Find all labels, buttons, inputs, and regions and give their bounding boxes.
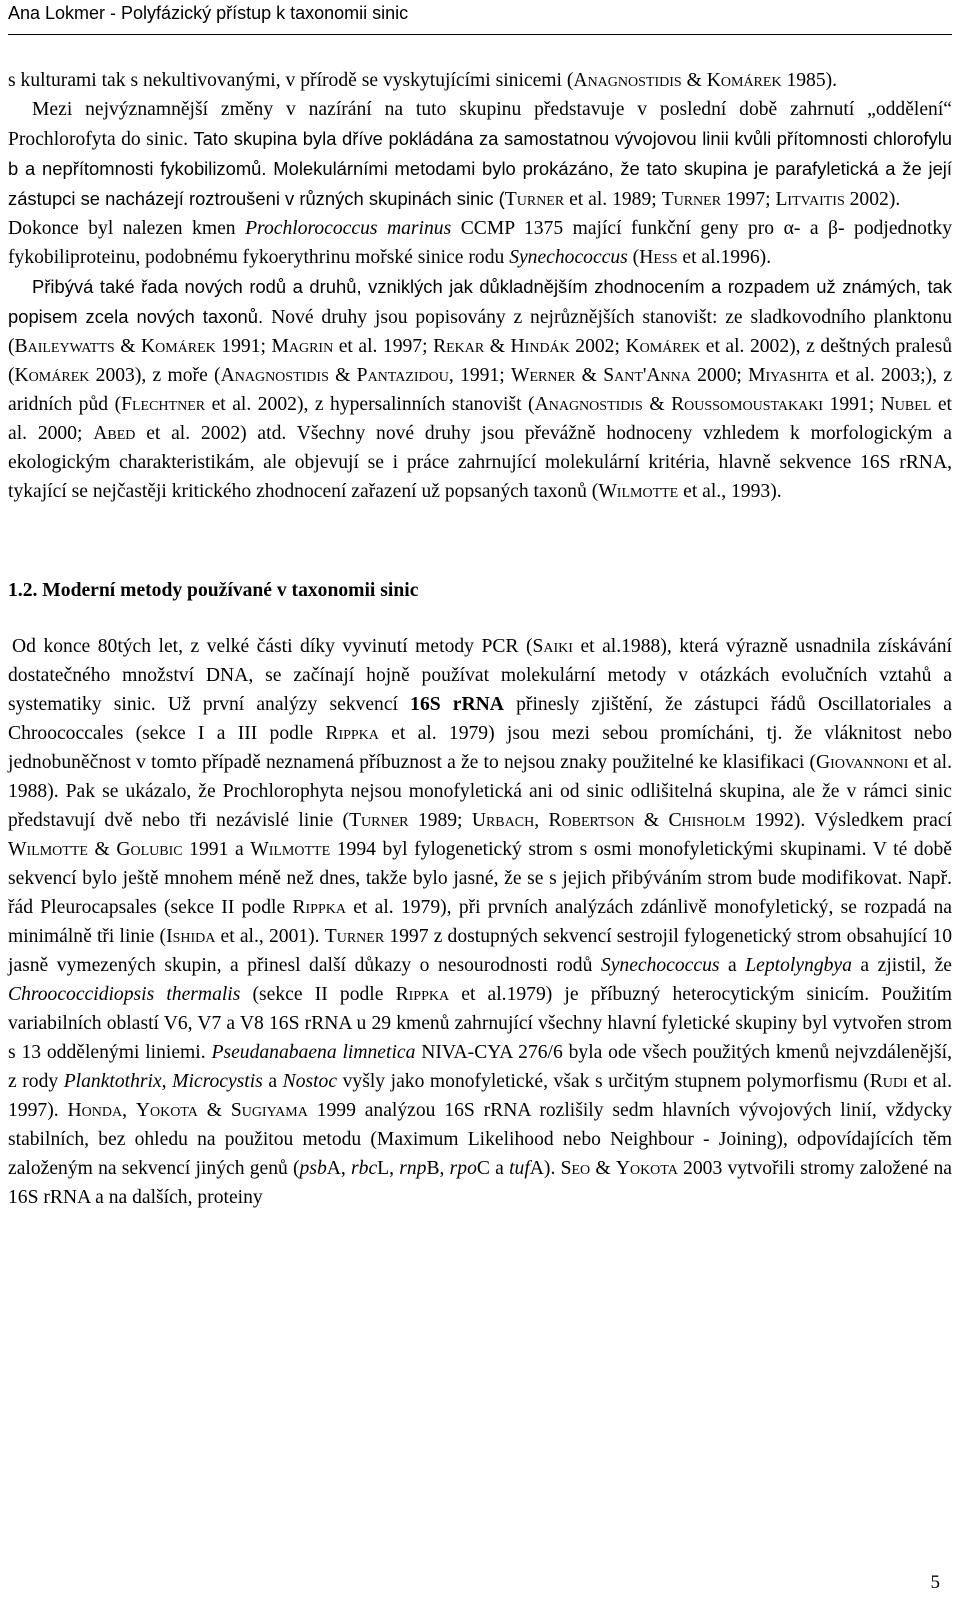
spacer: [8, 506, 952, 576]
paragraph-prochlorococcus: Dokonce byl nalezen kmen Prochlorococcus marinus CCMP 1375 mající funkční geny pro α- a β- podjednotky fykobiliproteinu, podobnému fykoerythrinu mořské sinice rodu Synechococcus (Hess et al.1996).: [8, 218, 952, 268]
running-title: Ana Lokmer - Polyfázický přístup k taxonomii sinic: [8, 3, 409, 23]
paragraph-new-taxa: Přibývá také řada nových rodů a druhů, vzniklých jak důkladnějším zhodnocením a rozpadem už známých, tak popisem zcela nových taxonů. Nové druhy jsou popisovány z nejrůznějších stanovišt: ze sladkovodního planktonu (Baileywatts & Komárek 1991; Magrin et al. 1997; Rekar & Hindák 2002; Komárek et al. 2002), z deštných pralesů (Komárek 2003), z moře (Anagnostidis & Pantazidou, 1991; Werner & Sant'Anna 2000; Miyashita et al. 2003;), z aridních půd (Flechtner et al. 2002), z hypersalinních stanovišt (Anagnostidis & Roussomoustakaki 1991; Nubel et al. 2000; Abed et al. 2002) atd. Všechny nové druhy jsou převážně hodnoceny vzhledem k morfologickým a ekologickým charakteristikám, ale objevují se i práce zahrnující molekulární kritéria, hlavně sekvence 16S rRNA, tykající se nejčastěji kritického zhodnocení zařazení už popsaných taxonů (Wilmotte et al., 1993).: [8, 276, 953, 502]
section-number: 1.2.: [8, 580, 38, 601]
running-header: [8, 0, 952, 30]
paragraph-prochlorophyta: Mezi nejvýznamnější změny v nazírání na tuto skupinu představuje v poslední době zahrnutí „oddělení“ Prochlorofyta do sinic. Tato skupina byla dříve pokládána za samostatnou vývojovou linii kvůli přítomnosti chlorofylu b a nepřítomnosti fykobilizomů. Molekulárními metodami bylo prokázáno, že tato skupina je parafyletická a že její zástupci se nacházejí roztroušeni v různých skupinách sinic (Turner et al. 1989; Turner 1997; Litvaitis 2002).: [8, 99, 953, 210]
section-heading: [8, 576, 952, 605]
header-rule: [8, 34, 952, 35]
spacer: [8, 605, 952, 632]
page-number: 5: [930, 1572, 940, 1593]
section-title: Moderní metody používané v taxonomii sinic: [42, 580, 419, 601]
paragraph-continuation: s kulturami tak s nekultivovanými, v přírodě se vyskytujícími sinicemi (Anagnostidis & Komárek 1985).: [8, 70, 838, 91]
page-body: [8, 66, 952, 1212]
paragraph-molecular-methods: Od konce 80tých let, z velké části díky vyvinutí metody PCR (Saiki et al.1988), která výrazně usnadnila získávání dostatečného množství DNA, se začínají hojně používat molekulární metody v otázkách evolučních vztahů a systematiky sinic. Už první analýzy sekvencí 16S rRNA přinesly zjištění, že zástupci řádů Oscillatoriales a Chroococcales (sekce I a III podle Rippka et al. 1979) jsou mezi sebou promícháni, tj. že vláknitost nebo jednobuněčnost v tomto případě neznamená příbuznost a že to nejsou znaky použitelné ke klasifikaci (Giovannoni et al. 1988). Pak se ukázalo, že Prochlorophyta nejsou monofyletická ani od sinic odlišitelná skupina, ale že v rámci sinic představují dvě nebo tři nezávislé linie (Turner 1989; Urbach, Robertson & Chisholm 1992). Výsledkem prací Wilmotte & Golubic 1991 a Wilmotte 1994 byl fylogenetický strom s osmi monofyletickými skupinami. V té době sekvencí bylo ještě mnohem méně než dnes, takže bylo jasné, že se s jejich přibýváním strom bude modifikovat. Např. řád Pleurocapsales (sekce II podle Rippka et al. 1979), při prvních analýzách zdánlivě monofyletický, se rozpadá na minimálně tři linie (Ishida et al., 2001). Turner 1997 z dostupných sekvencí sestrojil fylogenetický strom obsahující 10 jasně vymezených skupin, a přinesl další důkazy o nesourodnosti rodů Synechococcus a Leptolyngbya a zjistil, že Chroococcidiopsis thermalis (sekce II podle Rippka et al.1979) je příbuzný heterocytickým sinicím. Použitím variabilních oblastí V6, V7 a V8 16S rRNA u 29 kmenů zahrnující všechny hlavní fyletické skupiny byl vytvořen strom s 13 oddělenými liniemi. Pseudanabaena limnetica NIVA-CYA 276/6 byla ode všech použitých kmenů nejvzdálenější, z rody Planktothrix, Microcystis a Nostoc vyšly jako monofyletické, však s určitým stupnem polymorfismu (Rudi et al. 1997). Honda, Yokota & Sugiyama 1999 analýzou 16S rRNA rozlišily sedm hlavních vývojových linií, vždycky stabilních, bez ohledu na použitou metodu (Maximum Likelihood nebo Neighbour - Joining), odpovídajících těm založeným na sekvencí jiných genů (psbA, rbcL, rnpB, rpoC a tufA). Seo & Yokota 2003 vytvořili stromy založené na 16S rRNA a na dalších, proteiny: [8, 636, 953, 1208]
